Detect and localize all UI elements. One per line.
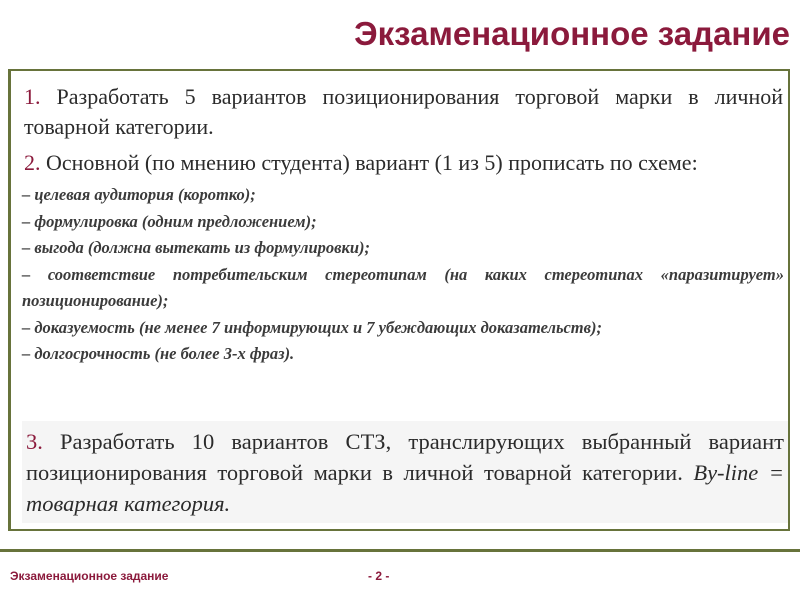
content-area [24,82,783,368]
scheme-item: – целевая аудитория (коротко); [22,185,256,204]
task-1-text: Разработать 5 вариантов позиционирования торговой марки в личной товарной категории. [24,84,783,139]
footer-divider [0,549,800,552]
scheme-item: – соответствие потребительским стереотипам (на каких стереотипах «паразитирует» позиционирование); [22,264,784,310]
task-2 [24,148,783,178]
scheme-item: – долгосрочность (не более 3-х фраз). [22,344,295,363]
task-3-number: 3. [26,429,43,454]
task-3-text: Разработать 10 вариантов СТЗ, транслирующих выбранный вариант позиционирования торговой марки в личной товарной категории. [26,429,784,485]
scheme-list [22,182,784,368]
scheme-item: – доказуемость (не менее 7 информирующих и 7 убеждающих доказательств); [22,317,603,337]
task-2-number: 2. [24,150,41,175]
task-2-text: Основной (по мнению студента) вариант (1 из 5) прописать по схеме: [40,150,698,175]
slide-title: Экзаменационное задание [354,15,790,52]
scheme-item: – выгода (должна вытекать из формулировки); [22,238,371,257]
title-band [0,0,800,68]
task-3 [26,426,784,519]
task-1 [24,82,783,142]
page-number: - 2 - [368,569,390,583]
task-3-byline: By-line = товарная категория. [26,460,784,516]
scheme-item: – формулировка (одним предложением); [22,211,317,231]
task-1-number: 1. [24,84,41,109]
footer-label: Экзаменационное задание [10,569,169,583]
